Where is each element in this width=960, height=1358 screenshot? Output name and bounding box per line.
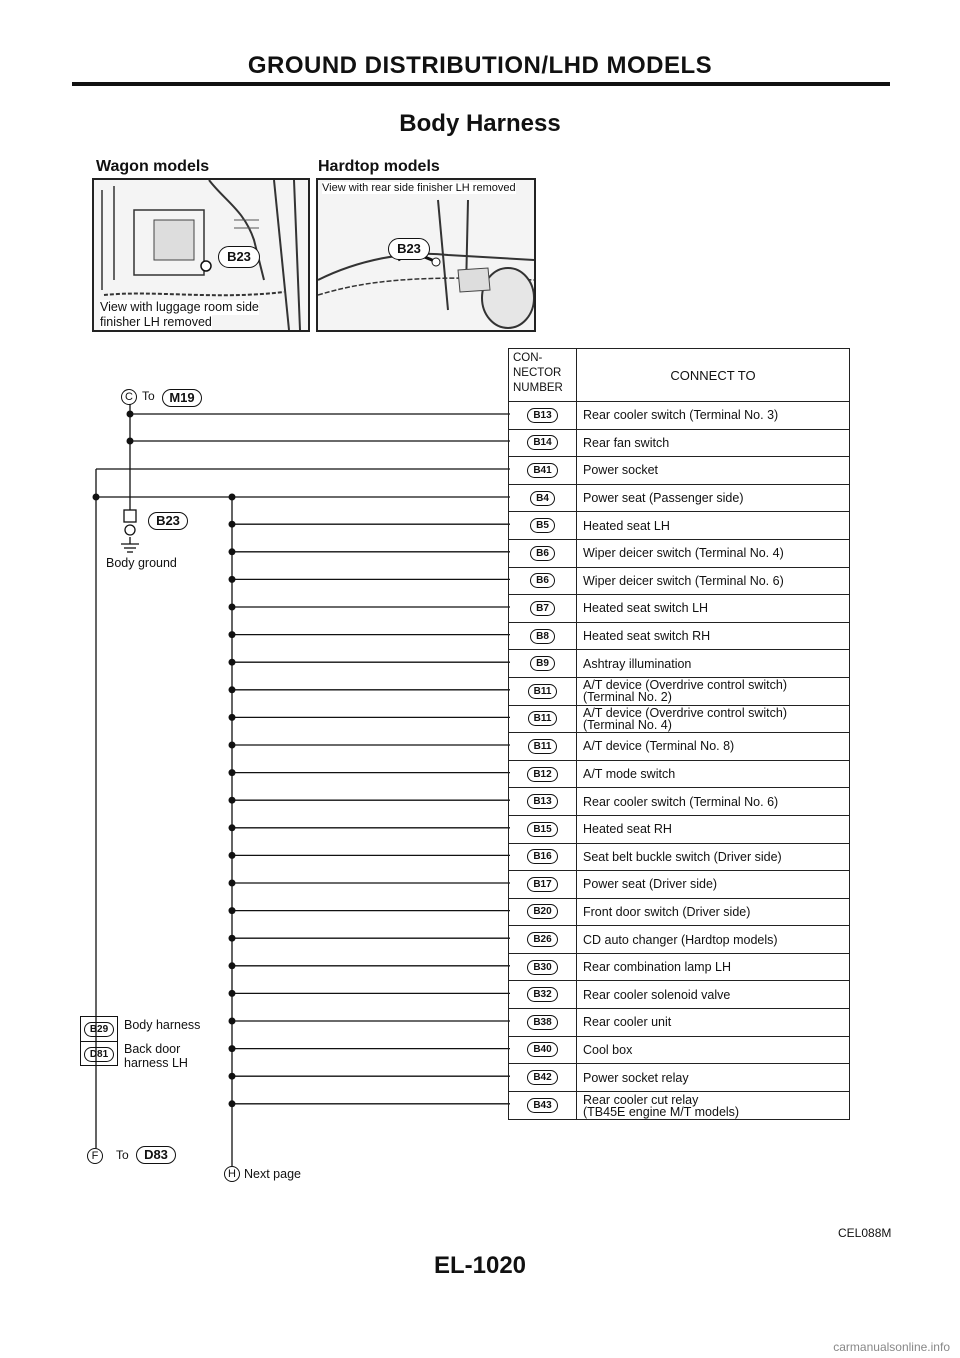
junction-dot xyxy=(229,880,236,887)
connect-to-cell xyxy=(577,788,849,815)
junction-dot xyxy=(229,769,236,776)
connect-to-cell xyxy=(577,816,849,843)
connector-number: B15 xyxy=(527,822,557,837)
connect-to-text: A/T mode switch xyxy=(583,767,676,782)
connect-to-cell xyxy=(577,899,849,926)
connect-to-text: Rear fan switch xyxy=(583,435,670,450)
next-page-label: Next page xyxy=(244,1167,301,1181)
connect-to-text: Power seat (Driver side) xyxy=(583,877,718,892)
connector-table xyxy=(508,348,850,1120)
connector-number-cell xyxy=(509,650,577,677)
col1-line1: CON- xyxy=(513,352,543,364)
junction-dot xyxy=(229,852,236,859)
connector-number: B26 xyxy=(527,932,557,947)
connect-to-text: Power seat (Passenger side) xyxy=(583,491,744,506)
connect-to-cell xyxy=(577,1009,849,1036)
wagon-caption-2: finisher LH removed xyxy=(100,315,212,329)
connector-number: B9 xyxy=(530,656,555,671)
b29-label: Body harness xyxy=(124,1018,201,1032)
connect-to-text-2: (Terminal No. 4) xyxy=(583,717,672,732)
connect-to-text: A/T device (Terminal No. 8) xyxy=(583,739,735,754)
col1-line2: NECTOR xyxy=(513,367,562,379)
junction-dot xyxy=(229,604,236,611)
connector-number: B32 xyxy=(527,987,557,1002)
connector-number-cell xyxy=(509,457,577,484)
connect-to-cell xyxy=(577,1092,849,1120)
connector-number: B14 xyxy=(527,435,557,450)
connector-number: B8 xyxy=(530,629,555,644)
connector-number-cell xyxy=(509,788,577,815)
connector-number: B4 xyxy=(530,491,555,506)
connect-to-cell xyxy=(577,844,849,871)
connector-number: B6 xyxy=(530,573,555,588)
connect-to-cell xyxy=(577,402,849,429)
connector-number: B7 xyxy=(530,601,555,616)
section-header: GROUND DISTRIBUTION/LHD MODELS xyxy=(247,52,713,79)
connect-to-text: A/T device (Overdrive control switch) xyxy=(583,678,787,693)
connect-to-text-2: (TB45E engine M/T models) xyxy=(583,1104,740,1119)
connect-to-text: Front door switch (Driver side) xyxy=(583,904,751,919)
connector-number-cell xyxy=(509,678,577,705)
connector-number-cell xyxy=(509,844,577,871)
connector-number-cell xyxy=(509,595,577,622)
page-number: EL-1020 xyxy=(433,1252,527,1279)
table-body xyxy=(509,402,849,1119)
connector-number: B41 xyxy=(527,463,557,478)
connector-number-cell xyxy=(509,1064,577,1091)
connector-number: B11 xyxy=(528,739,558,754)
connect-to-cell xyxy=(577,871,849,898)
col-connector-number xyxy=(509,349,577,401)
connector-number: B20 xyxy=(527,904,557,919)
connector-number-cell xyxy=(509,623,577,650)
hardtop-b23-callout: B23 xyxy=(388,238,430,260)
ref-f-circle: F xyxy=(87,1148,103,1164)
connector-number-cell xyxy=(509,954,577,981)
table-row xyxy=(509,512,849,540)
junction-dot xyxy=(229,935,236,942)
connect-to-text: Heated seat switch RH xyxy=(583,629,711,644)
table-row xyxy=(509,540,849,568)
table-row xyxy=(509,733,849,761)
connector-number-cell xyxy=(509,926,577,953)
junction-dot xyxy=(229,548,236,555)
connect-to-cell xyxy=(577,595,849,622)
junction-dot xyxy=(127,438,134,445)
table-row xyxy=(509,706,849,734)
connector-number: B6 xyxy=(530,546,555,561)
connector-number-cell xyxy=(509,816,577,843)
table-row xyxy=(509,954,849,982)
wagon-label: Wagon models xyxy=(96,158,210,175)
connector-number: B5 xyxy=(530,518,555,533)
table-row xyxy=(509,816,849,844)
junction-dot xyxy=(229,659,236,666)
table-row xyxy=(509,871,849,899)
connector-number: B43 xyxy=(527,1098,557,1113)
junction-dot xyxy=(229,797,236,804)
connector-number-cell xyxy=(509,512,577,539)
junction-dot xyxy=(229,631,236,638)
connect-to-cell xyxy=(577,733,849,760)
connect-to-text: Rear combination lamp LH xyxy=(583,960,731,975)
connect-to-cell xyxy=(577,678,849,705)
connector-number: B30 xyxy=(527,960,557,975)
page-title: Body Harness xyxy=(399,110,561,137)
hardtop-caption: View with rear side finisher LH removed xyxy=(322,182,516,194)
junction-dot xyxy=(229,1073,236,1080)
connector-number-cell xyxy=(509,430,577,457)
junction-dot xyxy=(229,686,236,693)
connector-number-cell xyxy=(509,402,577,429)
table-row xyxy=(509,485,849,513)
connector-number: B38 xyxy=(527,1015,557,1030)
connect-to-cell xyxy=(577,457,849,484)
table-row xyxy=(509,678,849,706)
connector-number-cell xyxy=(509,706,577,733)
connect-to-text: CD auto changer (Hardtop models) xyxy=(583,932,778,947)
connect-to-cell xyxy=(577,954,849,981)
table-row xyxy=(509,595,849,623)
junction-dot xyxy=(229,494,236,501)
connector-b29: B29 xyxy=(84,1022,114,1037)
table-row xyxy=(509,981,849,1009)
connector-number-cell xyxy=(509,871,577,898)
b29-d81-box xyxy=(80,1016,118,1066)
connector-number-cell xyxy=(509,485,577,512)
junction-dot xyxy=(229,1100,236,1107)
connector-number-cell xyxy=(509,1009,577,1036)
ref-h-circle: H xyxy=(224,1166,240,1182)
connector-number: B11 xyxy=(528,711,558,726)
table-row xyxy=(509,1064,849,1092)
connector-number: B13 xyxy=(527,408,557,423)
junction-dot xyxy=(229,962,236,969)
connect-to-cell xyxy=(577,761,849,788)
junction-dot xyxy=(93,494,100,501)
connect-to-cell xyxy=(577,1064,849,1091)
connect-to-text: Heated seat switch LH xyxy=(583,601,709,616)
body-ground-label: Body ground xyxy=(106,556,177,570)
connect-to-text-2: (Terminal No. 2) xyxy=(583,690,672,705)
table-row xyxy=(509,844,849,872)
connect-to-cell xyxy=(577,540,849,567)
junction-dot xyxy=(229,1018,236,1025)
connector-number: B16 xyxy=(527,849,557,864)
wagon-b23-callout: B23 xyxy=(218,246,260,268)
table-row xyxy=(509,1009,849,1037)
connector-number-cell xyxy=(509,540,577,567)
connect-to-text: Rear cooler cut relay xyxy=(583,1092,699,1107)
b29-cell xyxy=(81,1017,117,1042)
connect-to-cell xyxy=(577,706,849,733)
d81-label-2: harness LH xyxy=(124,1056,188,1070)
connector-d83: D83 xyxy=(136,1146,176,1164)
connect-to-cell xyxy=(577,623,849,650)
connect-to-cell xyxy=(577,568,849,595)
ground-terminal-square xyxy=(124,510,136,522)
d81-label-1: Back door xyxy=(124,1042,181,1056)
connect-to-cell xyxy=(577,926,849,953)
table-row xyxy=(509,402,849,430)
connector-number-cell xyxy=(509,568,577,595)
junction-dot xyxy=(229,521,236,528)
connector-number: B13 xyxy=(527,794,557,809)
connector-number: B12 xyxy=(527,767,557,782)
connect-to-text: Rear cooler switch (Terminal No. 3) xyxy=(583,408,779,423)
table-row xyxy=(509,568,849,596)
junction-dot xyxy=(127,411,134,418)
connector-d81: D81 xyxy=(84,1047,114,1062)
table-row xyxy=(509,788,849,816)
connect-to-text: Rear cooler switch (Terminal No. 6) xyxy=(583,794,779,809)
table-row xyxy=(509,899,849,927)
connect-to-text: Power socket relay xyxy=(583,1070,689,1085)
junction-dot xyxy=(229,576,236,583)
connector-number-cell xyxy=(509,1092,577,1120)
ref-c-circle: C xyxy=(121,389,137,405)
connect-to-text: Rear cooler unit xyxy=(583,1015,672,1030)
connector-number: B11 xyxy=(528,684,558,699)
connector-m19: M19 xyxy=(162,389,202,407)
connector-number-cell xyxy=(509,1037,577,1064)
connector-b23: B23 xyxy=(148,512,188,530)
connector-number-cell xyxy=(509,733,577,760)
connect-to-cell xyxy=(577,485,849,512)
ground-terminal-circle xyxy=(125,525,135,535)
connect-to-cell xyxy=(577,512,849,539)
col1-line3: NUMBER xyxy=(513,382,563,394)
ref-c-to: To xyxy=(142,389,155,403)
connector-number-cell xyxy=(509,899,577,926)
table-row xyxy=(509,761,849,789)
wagon-caption-1: View with luggage room side xyxy=(100,300,259,314)
table-row xyxy=(509,457,849,485)
figure-code: CEL088M xyxy=(838,1226,892,1240)
junction-dot xyxy=(229,824,236,831)
connect-to-cell xyxy=(577,1037,849,1064)
connect-to-text: Ashtray illumination xyxy=(583,656,692,671)
table-row xyxy=(509,1092,849,1120)
junction-dot xyxy=(229,907,236,914)
table-row xyxy=(509,623,849,651)
connector-number-cell xyxy=(509,761,577,788)
connect-to-text: Wiper deicer switch (Terminal No. 6) xyxy=(583,573,784,588)
connect-to-cell xyxy=(577,430,849,457)
table-header xyxy=(509,349,849,402)
table-row xyxy=(509,430,849,458)
connect-to-text: Rear cooler solenoid valve xyxy=(583,987,731,1002)
junction-dot xyxy=(229,990,236,997)
col-connect-to: CONNECT TO xyxy=(670,367,756,383)
junction-dot xyxy=(229,1045,236,1052)
junction-dot xyxy=(229,714,236,721)
table-row xyxy=(509,926,849,954)
connect-to-cell xyxy=(577,650,849,677)
table-row xyxy=(509,1037,849,1065)
connect-to-text: Wiper deicer switch (Terminal No. 4) xyxy=(583,546,784,561)
connector-number: B40 xyxy=(527,1042,557,1057)
junction-dot xyxy=(229,742,236,749)
connector-number-cell xyxy=(509,981,577,1008)
connect-to-text: Heated seat LH xyxy=(583,518,670,533)
hardtop-label: Hardtop models xyxy=(318,158,440,175)
table-row xyxy=(509,650,849,678)
ref-f-to: To xyxy=(116,1148,129,1162)
watermark: carmanualsonline.info xyxy=(833,1340,950,1354)
d81-cell xyxy=(81,1042,117,1066)
connector-number: B42 xyxy=(527,1070,557,1085)
connect-to-text: Seat belt buckle switch (Driver side) xyxy=(583,849,782,864)
connect-to-text: Heated seat RH xyxy=(583,822,672,837)
connect-to-cell xyxy=(577,981,849,1008)
connector-number: B17 xyxy=(527,877,557,892)
connect-to-text: Power socket xyxy=(583,463,659,478)
connect-to-text: A/T device (Overdrive control switch) xyxy=(583,705,787,720)
connect-to-text: Cool box xyxy=(583,1042,633,1057)
